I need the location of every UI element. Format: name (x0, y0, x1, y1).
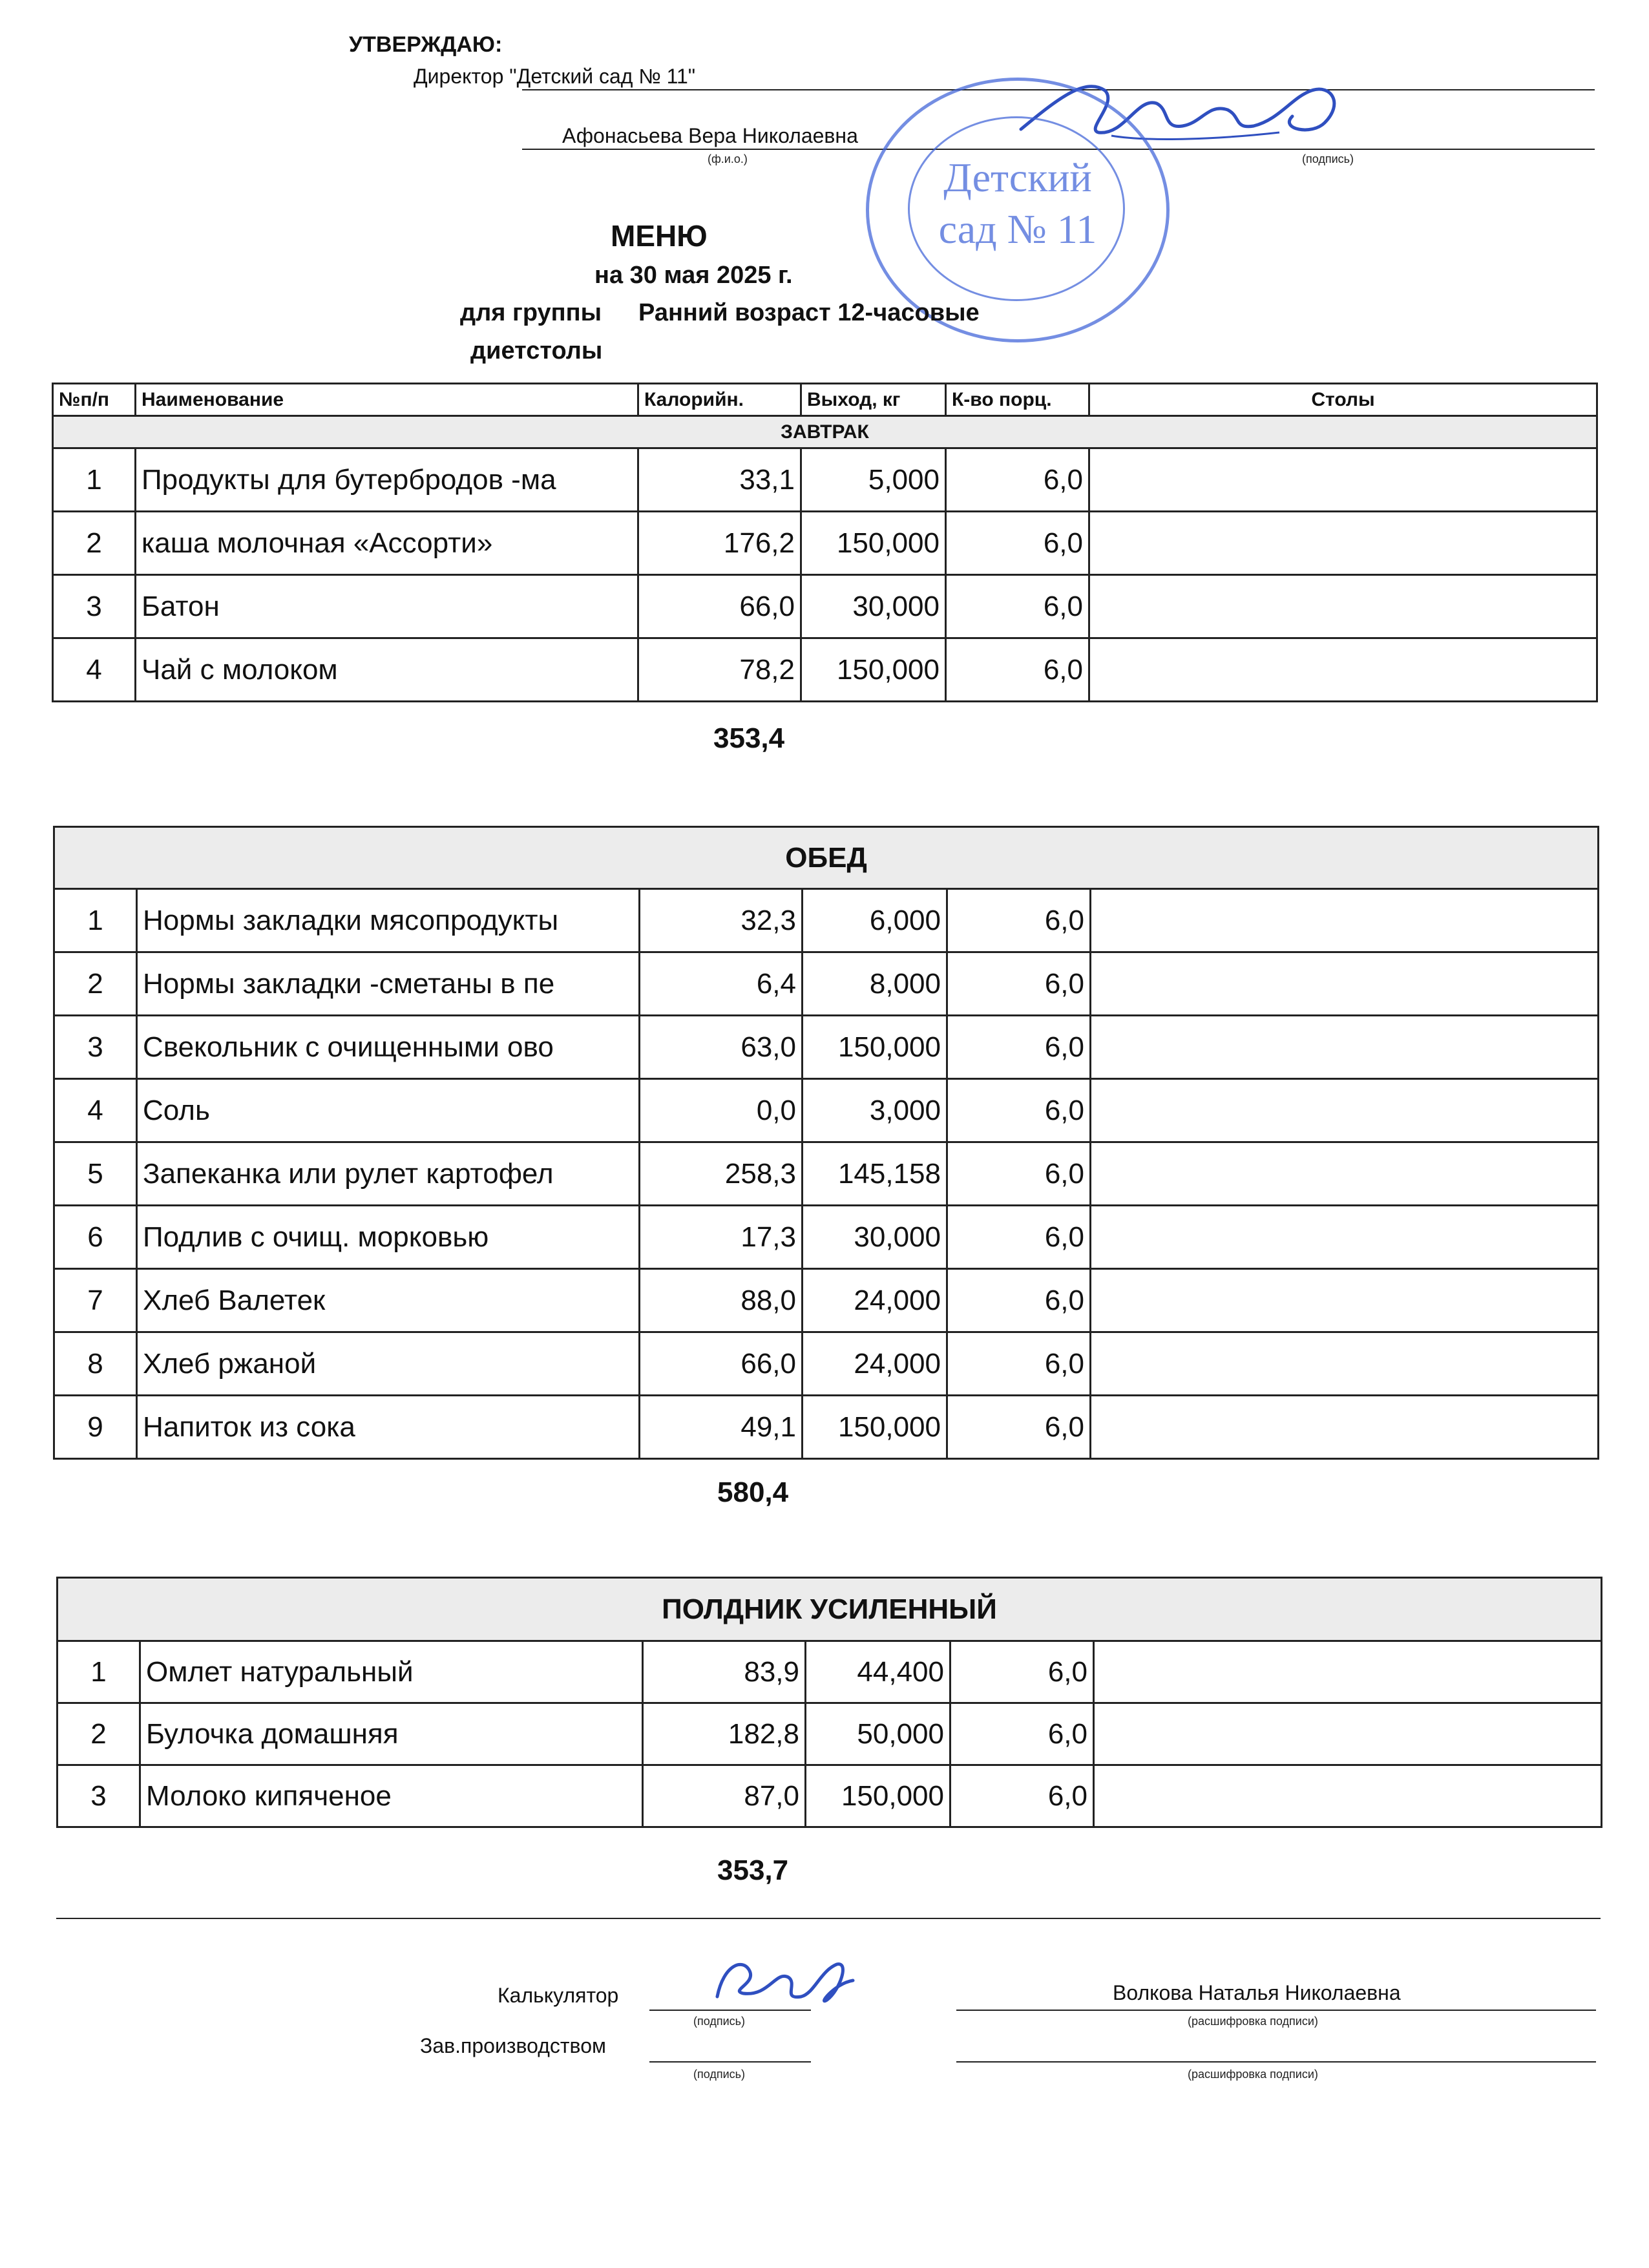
row-yield: 3,000 (803, 1079, 947, 1142)
row-tables (1091, 1269, 1599, 1332)
row-yield: 5,000 (801, 448, 946, 512)
row-name: Булочка домашняя (140, 1703, 643, 1765)
menu-date: на 30 мая 2025 г. (594, 262, 793, 289)
row-portions: 6,0 (951, 1641, 1094, 1703)
row-yield: 50,000 (806, 1703, 951, 1765)
row-name: Чай с молоком (136, 638, 638, 702)
row-num: 3 (54, 1016, 137, 1079)
stamp-line1: Детский (943, 154, 1092, 200)
approval-title: УТВЕРЖДАЮ: (349, 32, 503, 57)
table-row (53, 448, 1597, 512)
row-yield: 150,000 (801, 512, 946, 575)
row-yield: 24,000 (803, 1269, 947, 1332)
production-sign-line (649, 2061, 811, 2063)
row-num: 1 (54, 889, 137, 952)
table-row (54, 1332, 1599, 1396)
row-num: 1 (58, 1641, 140, 1703)
row-num: 4 (54, 1079, 137, 1142)
calculator-signature-icon (704, 1945, 859, 2016)
row-num: 6 (54, 1206, 137, 1269)
row-portions: 6,0 (946, 512, 1089, 575)
row-cal: 49,1 (640, 1396, 803, 1459)
row-cal: 176,2 (638, 512, 801, 575)
row-portions: 6,0 (947, 952, 1091, 1016)
row-yield: 44,400 (806, 1641, 951, 1703)
section-title: ОБЕД (54, 827, 1599, 889)
row-yield: 145,158 (803, 1142, 947, 1206)
row-name: Хлеб Валетек (137, 1269, 640, 1332)
row-tables (1094, 1765, 1602, 1827)
row-cal: 258,3 (640, 1142, 803, 1206)
director-name: Афонасьева Вера Николаевна (562, 124, 858, 147)
production-label: Зав.производством (420, 2034, 606, 2057)
row-portions: 6,0 (951, 1703, 1094, 1765)
row-cal: 32,3 (640, 889, 803, 952)
row-name: Батон (136, 575, 638, 638)
col-portions-header: К-во порц. (946, 384, 1089, 416)
row-cal: 66,0 (640, 1332, 803, 1396)
row-portions: 6,0 (947, 1269, 1091, 1332)
row-cal: 88,0 (640, 1269, 803, 1332)
calculator-name: Волкова Наталья Николаевна (1113, 1981, 1401, 2004)
calculator-decode-line (956, 2010, 1596, 2011)
production-decode-line (956, 2061, 1596, 2063)
row-name: Запеканка или рулет картофел (137, 1142, 640, 1206)
calculator-decode-caption: (расшифровка подписи) (1188, 2015, 1318, 2028)
row-num: 1 (53, 448, 136, 512)
row-tables (1094, 1703, 1602, 1765)
row-yield: 30,000 (801, 575, 946, 638)
table-header-row (53, 384, 1597, 416)
col-tables-header: Столы (1089, 384, 1597, 416)
row-name: каша молочная «Ассорти» (136, 512, 638, 575)
table-row (53, 638, 1597, 702)
row-yield: 150,000 (803, 1396, 947, 1459)
row-cal: 66,0 (638, 575, 801, 638)
table-row (54, 1206, 1599, 1269)
row-yield: 150,000 (803, 1016, 947, 1079)
production-sign-caption: (подпись) (693, 2068, 746, 2081)
table-row (54, 1396, 1599, 1459)
row-portions: 6,0 (947, 1396, 1091, 1459)
group-name: Ранний возраст 12-часовые (638, 299, 980, 326)
row-num: 3 (53, 575, 136, 638)
row-num: 9 (54, 1396, 137, 1459)
row-cal: 33,1 (638, 448, 801, 512)
row-tables (1089, 448, 1597, 512)
row-yield: 150,000 (806, 1765, 951, 1827)
row-cal: 182,8 (643, 1703, 806, 1765)
row-name: Нормы закладки мясопродукты (137, 889, 640, 952)
section-title: ПОЛДНИК УСИЛЕННЫЙ (58, 1578, 1602, 1641)
diet-label: диетстолы (470, 337, 603, 364)
fio-caption: (ф.и.о.) (708, 152, 748, 165)
row-yield: 24,000 (803, 1332, 947, 1396)
row-portions: 6,0 (947, 1332, 1091, 1396)
row-tables (1091, 1206, 1599, 1269)
row-cal: 87,0 (643, 1765, 806, 1827)
row-tables (1091, 952, 1599, 1016)
row-name: Нормы закладки -сметаны в пе (137, 952, 640, 1016)
col-yield-header: Выход, кг (801, 384, 946, 416)
row-name: Напиток из сока (137, 1396, 640, 1459)
snack-table (56, 1577, 1602, 1828)
row-portions: 6,0 (947, 1206, 1091, 1269)
col-name-header: Наименование (136, 384, 638, 416)
row-portions: 6,0 (946, 448, 1089, 512)
row-portions: 6,0 (947, 1079, 1091, 1142)
row-portions: 6,0 (946, 575, 1089, 638)
row-portions: 6,0 (947, 1142, 1091, 1206)
row-tables (1091, 1396, 1599, 1459)
row-yield: 30,000 (803, 1206, 947, 1269)
row-cal: 83,9 (643, 1641, 806, 1703)
section-header-row (58, 1578, 1602, 1641)
table-row (58, 1765, 1602, 1827)
calculator-sign-caption: (подпись) (693, 2015, 746, 2028)
footer-divider (56, 1918, 1601, 1919)
row-name: Подлив с очищ. морковью (137, 1206, 640, 1269)
row-name: Омлет натуральный (140, 1641, 643, 1703)
row-yield: 6,000 (803, 889, 947, 952)
table-row (54, 1269, 1599, 1332)
page-title: МЕНЮ (611, 219, 708, 253)
section-title: ЗАВТРАК (53, 416, 1597, 448)
row-tables (1094, 1641, 1602, 1703)
table-row (54, 1079, 1599, 1142)
col-cal-header: Калорийн. (638, 384, 801, 416)
snack-total: 353,7 (717, 1854, 789, 1886)
calculator-label: Калькулятор (498, 1984, 619, 2007)
row-portions: 6,0 (946, 638, 1089, 702)
table-row (54, 889, 1599, 952)
row-num: 8 (54, 1332, 137, 1396)
row-tables (1091, 1142, 1599, 1206)
row-cal: 78,2 (638, 638, 801, 702)
section-header-row (53, 416, 1597, 448)
lunch-table (53, 826, 1599, 1460)
row-num: 7 (54, 1269, 137, 1332)
row-tables (1091, 889, 1599, 952)
row-tables (1091, 1332, 1599, 1396)
table-row (58, 1703, 1602, 1765)
group-prefix: для группы (460, 299, 602, 326)
row-num: 4 (53, 638, 136, 702)
table-row (53, 512, 1597, 575)
row-num: 2 (54, 952, 137, 1016)
stamp-line2: сад № 11 (938, 206, 1097, 252)
table-row (54, 1016, 1599, 1079)
row-name: Продукты для бутербродов -ма (136, 448, 638, 512)
row-cal: 0,0 (640, 1079, 803, 1142)
row-tables (1089, 575, 1597, 638)
production-decode-caption: (расшифровка подписи) (1188, 2068, 1318, 2081)
signature-caption: (подпись) (1302, 152, 1354, 165)
breakfast-table (52, 383, 1598, 702)
row-yield: 150,000 (801, 638, 946, 702)
table-row (54, 952, 1599, 1016)
row-name: Хлеб ржаной (137, 1332, 640, 1396)
director-position: Директор "Детский сад № 11" (414, 65, 696, 88)
row-num: 2 (53, 512, 136, 575)
row-name: Молоко кипяченое (140, 1765, 643, 1827)
breakfast-total: 353,4 (713, 722, 785, 754)
row-tables (1091, 1079, 1599, 1142)
row-name: Соль (137, 1079, 640, 1142)
row-portions: 6,0 (947, 1016, 1091, 1079)
row-num: 2 (58, 1703, 140, 1765)
row-cal: 17,3 (640, 1206, 803, 1269)
table-row (53, 575, 1597, 638)
row-tables (1089, 512, 1597, 575)
section-header-row (54, 827, 1599, 889)
table-row (54, 1142, 1599, 1206)
row-tables (1091, 1016, 1599, 1079)
table-row (58, 1641, 1602, 1703)
row-cal: 6,4 (640, 952, 803, 1016)
row-name: Свекольник с очищенными ово (137, 1016, 640, 1079)
lunch-total: 580,4 (717, 1476, 789, 1508)
row-num: 3 (58, 1765, 140, 1827)
row-tables (1089, 638, 1597, 702)
row-yield: 8,000 (803, 952, 947, 1016)
row-cal: 63,0 (640, 1016, 803, 1079)
row-portions: 6,0 (951, 1765, 1094, 1827)
row-portions: 6,0 (947, 889, 1091, 952)
col-num-header: №п/п (53, 384, 136, 416)
row-num: 5 (54, 1142, 137, 1206)
